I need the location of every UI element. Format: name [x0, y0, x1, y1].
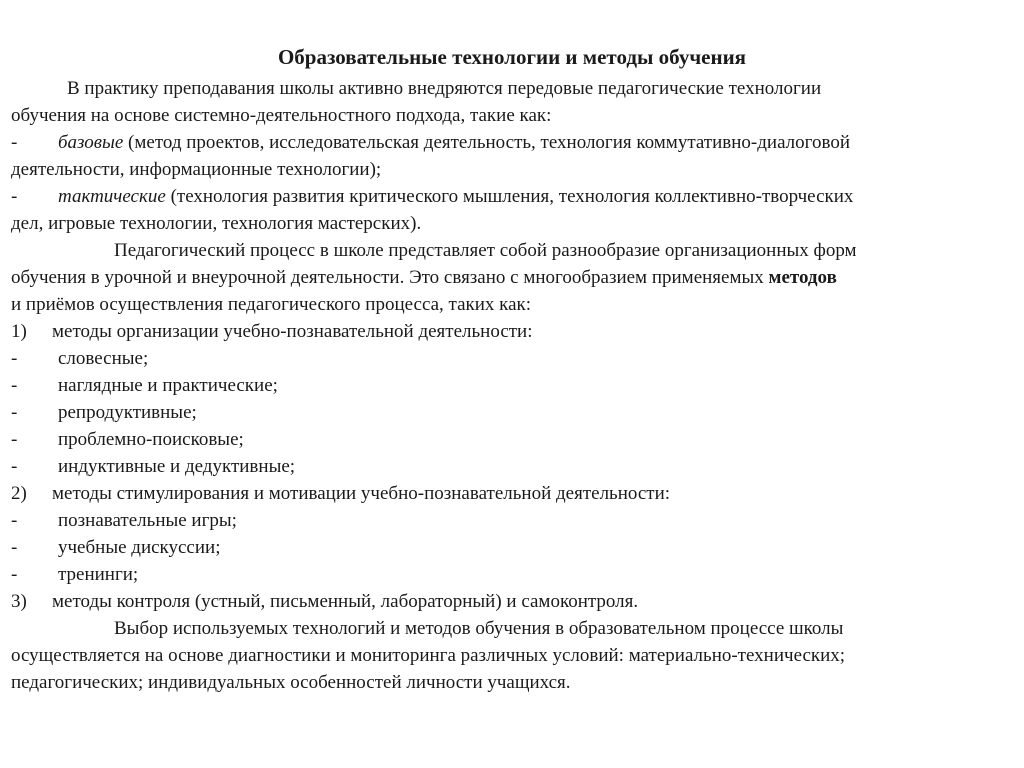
list-item-text: учебные дискуссии;	[58, 537, 221, 558]
list-marker: -	[11, 402, 18, 423]
technology-item-basic-continued: деятельности, информационные технологии);	[11, 159, 382, 180]
methods-emphasis: методов	[768, 267, 837, 288]
technology-term: тактические	[58, 186, 166, 207]
list-marker: -	[11, 132, 18, 153]
technology-item-basic	[11, 131, 850, 155]
methods-group-heading: методы организации учебно-познавательной деятельности:	[52, 321, 533, 342]
list-item	[11, 401, 197, 425]
list-item	[11, 563, 138, 587]
technology-description: (технология развития критического мышления, технология коллективно-творческих	[165, 186, 854, 207]
list-marker: -	[11, 537, 18, 558]
methods-group-2	[11, 482, 670, 506]
list-item-text: словесные;	[58, 348, 149, 369]
list-item	[11, 536, 220, 560]
methods-group-3	[11, 590, 638, 614]
process-line-2	[11, 266, 837, 290]
list-marker: -	[11, 348, 18, 369]
methods-group-heading: методы контроля (устный, письменный, лабораторный) и самоконтроля.	[52, 591, 639, 612]
list-marker: -	[11, 510, 18, 531]
list-item	[11, 455, 295, 479]
list-marker: -	[11, 429, 18, 450]
process-line-3: и приёмов осуществления педагогического процесса, таких как:	[11, 294, 532, 315]
conclusion-line-2: осуществляется на основе диагностики и мониторинга различных условий: материально-технических;	[11, 645, 846, 666]
list-item-text: проблемно-поисковые;	[58, 429, 244, 450]
methods-group-heading: методы стимулирования и мотивации учебно-познавательной деятельности:	[52, 483, 671, 504]
intro-line-2: обучения на основе системно-деятельностного подхода, такие как:	[11, 105, 552, 126]
technology-description: (метод проектов, исследовательская деятельность, технология коммутативно-диалоговой	[123, 132, 850, 153]
process-text: обучения в урочной и внеурочной деятельности. Это связано с многообразием применяемых	[11, 267, 769, 288]
list-item-text: познавательные игры;	[58, 510, 237, 531]
page-title: Образовательные технологии и методы обучения	[277, 45, 747, 69]
conclusion-line-3: педагогических; индивидуальных особенностей личности учащихся.	[11, 672, 571, 693]
list-marker: -	[11, 375, 18, 396]
technology-item-tactical-continued: дел, игровые технологии, технология мастерских).	[11, 213, 422, 234]
technology-term: базовые	[58, 132, 124, 153]
numbered-marker: 3)	[11, 591, 27, 612]
list-item-text: индуктивные и дедуктивные;	[58, 456, 296, 477]
numbered-marker: 1)	[11, 321, 27, 342]
list-item-text: наглядные и практические;	[58, 375, 278, 396]
numbered-marker: 2)	[11, 483, 27, 504]
list-item-text: репродуктивные;	[58, 402, 197, 423]
list-item	[11, 374, 278, 398]
list-marker: -	[11, 456, 18, 477]
conclusion-line-1: Выбор используемых технологий и методов обучения в образовательном процессе школы	[114, 618, 844, 639]
intro-line-1: В практику преподавания школы активно внедряются передовые педагогические технологии	[67, 78, 822, 99]
list-marker: -	[11, 564, 18, 585]
methods-group-1	[11, 320, 533, 344]
technology-item-tactical	[11, 185, 853, 209]
list-item	[11, 509, 237, 533]
list-item	[11, 428, 244, 452]
list-item	[11, 347, 148, 371]
list-marker: -	[11, 186, 18, 207]
process-line-1: Педагогический процесс в школе представляет собой разнообразие организационных форм	[114, 240, 857, 261]
list-item-text: тренинги;	[58, 564, 139, 585]
